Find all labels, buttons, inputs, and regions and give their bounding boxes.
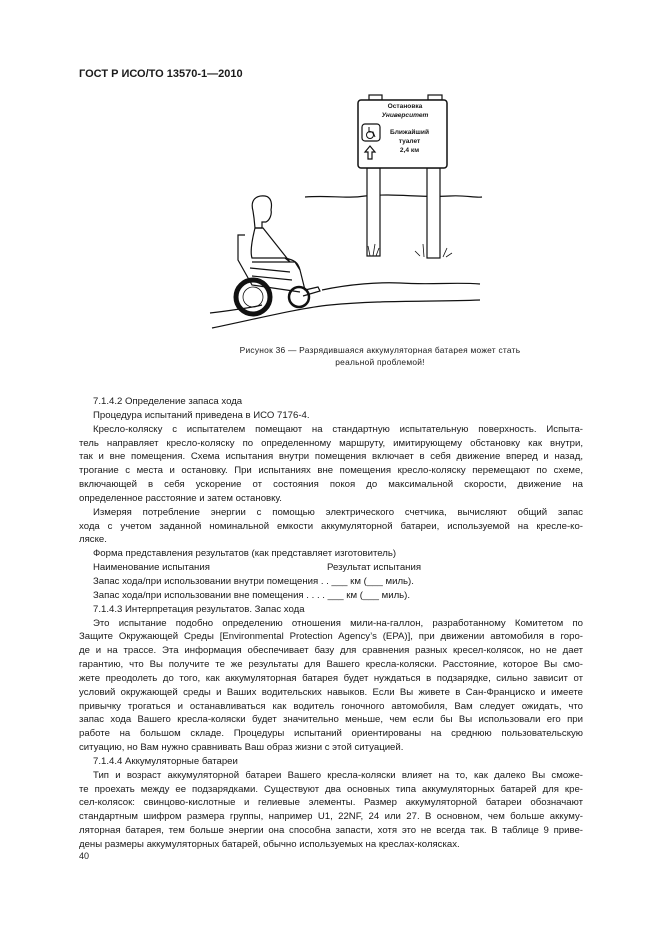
text-line: гарантию, что Вы получите те же результаты для Вашего кресла-коляски. Расстояние, которое Вы смо-: [79, 659, 583, 671]
text-line: ляске.: [79, 534, 107, 546]
text-line: сел-колясок: свинцово-кислотные и гелиевые элементы. Размер аккумуляторной батареи обозначают: [79, 797, 583, 809]
text-line: Защите Окружающей Среды [Environmental Protection Agency’s (EPA)], при движении автомобиля в горо-: [79, 631, 583, 643]
text-line: работе на большом складе. Процедуры испытаний ориентированы на среднюю пользовательскую: [79, 728, 583, 740]
text-line: стандартным шифром размера группы, например U1, 22NF, 24 или 27. В основном, чем больше аккуму-: [79, 811, 583, 823]
text-line: Тип и возраст аккумуляторной батареи Вашего кресла-коляски влияет на то, как далеко Вы сможе-: [93, 769, 583, 781]
wheelchair-small-wheel: [289, 287, 309, 307]
text-line: Процедура испытаний приведена в ИСО 7176-4.: [93, 409, 310, 421]
text-line: хода с учетом заданной номинальной емкости аккумуляторной батареи, используемой на кресле-ко-: [79, 520, 583, 532]
text-line: привычку трогаться и останавливаться как водитель гоночного автомобиля, Вам следует ожидать, что: [79, 700, 583, 712]
text-line: определенное расстояние и затем остановку.: [79, 492, 282, 504]
section-heading-7-1-4-3: 7.1.4.3 Интерпретация результатов. Запас хода: [93, 603, 305, 615]
figure-caption-line: реальной проблемой!: [335, 357, 425, 367]
figure-caption-line: Рисунок 36 — Разрядившаяся аккумуляторная батарея может стать: [239, 345, 521, 355]
horizon-line: [305, 195, 482, 197]
text-line: Форма представления результатов (как представляет изготовитель): [93, 548, 397, 560]
text-line: трогание с места и остановку. При испытаниях вне помещения кресло-коляску перемещают по схеме,: [79, 465, 583, 477]
text-line: ситуацию, но Вам нужно сравнивать Ваш образ жизни с этой ситуацией.: [79, 742, 404, 754]
person-torso: [251, 228, 290, 262]
figure-caption: [150, 344, 610, 368]
text-line: де и на трассе. Эта информация обеспечивает базу для сравнения разных кресел-колясок, но не дает: [79, 645, 583, 657]
sign-text-toilet: туалет: [398, 138, 421, 145]
results-col-test-name: Наименование испытания: [93, 562, 210, 574]
document-header: ГОСТ Р ИСО/ТО 13570-1—2010: [79, 68, 243, 80]
page-number: 40: [79, 851, 90, 861]
text-line: Измеряя потребление энергии с помощью электрического счетчика, вычисляют общий запас: [93, 506, 583, 518]
text-line: те проехать между ее подзарядками. Существуют два основных типа аккумуляторных батарей для кре-: [79, 783, 583, 795]
text-line: тель направляет кресло-коляску по определенному маршруту, имитирующему обстановку как внутри,: [79, 437, 583, 449]
text-line: условий окружающей среды и Ваших водительских навыков. Если Вы живете в Сан-Франциско и имеете: [79, 686, 583, 698]
results-row-outdoor: Запас хода/при использовании вне помещения . . . . ___ км (___ миль).: [93, 589, 411, 601]
text-line: включающей в себя ускорение от состояния покоя до максимальной скорости, движение на: [79, 479, 583, 491]
sign-text-stop: Остановка: [387, 103, 423, 110]
text-line: так и вне помещения. Схема испытания внутри помещения включает в себя движение вперед и назад,: [79, 451, 583, 463]
sign-text-university: Университет: [381, 112, 429, 119]
sign-post-right: [427, 168, 440, 258]
wheelchair-illustration: [0, 0, 661, 340]
section-heading-7-1-4-2: 7.1.4.2 Определение запаса хода: [93, 396, 243, 407]
text-line: Кресло-коляску с испытателем помещают на стандартную испытательную поверхность. Испыта-: [93, 423, 583, 435]
sign-text-distance: 2,4 км: [399, 147, 420, 154]
text-line: ляторная батарея, тем больше энергии она способна запасти, хотя это не всегда так. В таблице 9 приве-: [79, 825, 583, 837]
text-line: запас хода Вашего кресла-коляски будет значительно меньше, чем если бы Вы использовали его при: [79, 714, 583, 726]
section-heading-7-1-4-4: 7.1.4.4 Аккумуляторные батареи: [93, 755, 238, 767]
text-line: жете преодолеть до того, как аккумуляторная батарея будет нуждаться в подзарядке, сильно зависит от: [79, 672, 583, 684]
text-line: Это испытание подобно определению отношения мили-на-галлон, разработанному Комитетом по: [93, 617, 583, 629]
results-table-header: [79, 561, 583, 575]
sign-text-nearest: Ближайший: [389, 129, 430, 136]
results-col-result: Результат испытания: [327, 562, 422, 574]
document-body: [79, 395, 583, 852]
sign-post-left: [367, 168, 380, 256]
person-head: [252, 196, 271, 228]
text-line: дены размеры аккумуляторных батарей, обычно используемых на креслах-колясках.: [79, 839, 460, 850]
results-row-indoor: Запас хода/при использовании внутри помещения . . ___ км (___ миль).: [93, 575, 414, 587]
path-edge-upper: [322, 283, 480, 290]
